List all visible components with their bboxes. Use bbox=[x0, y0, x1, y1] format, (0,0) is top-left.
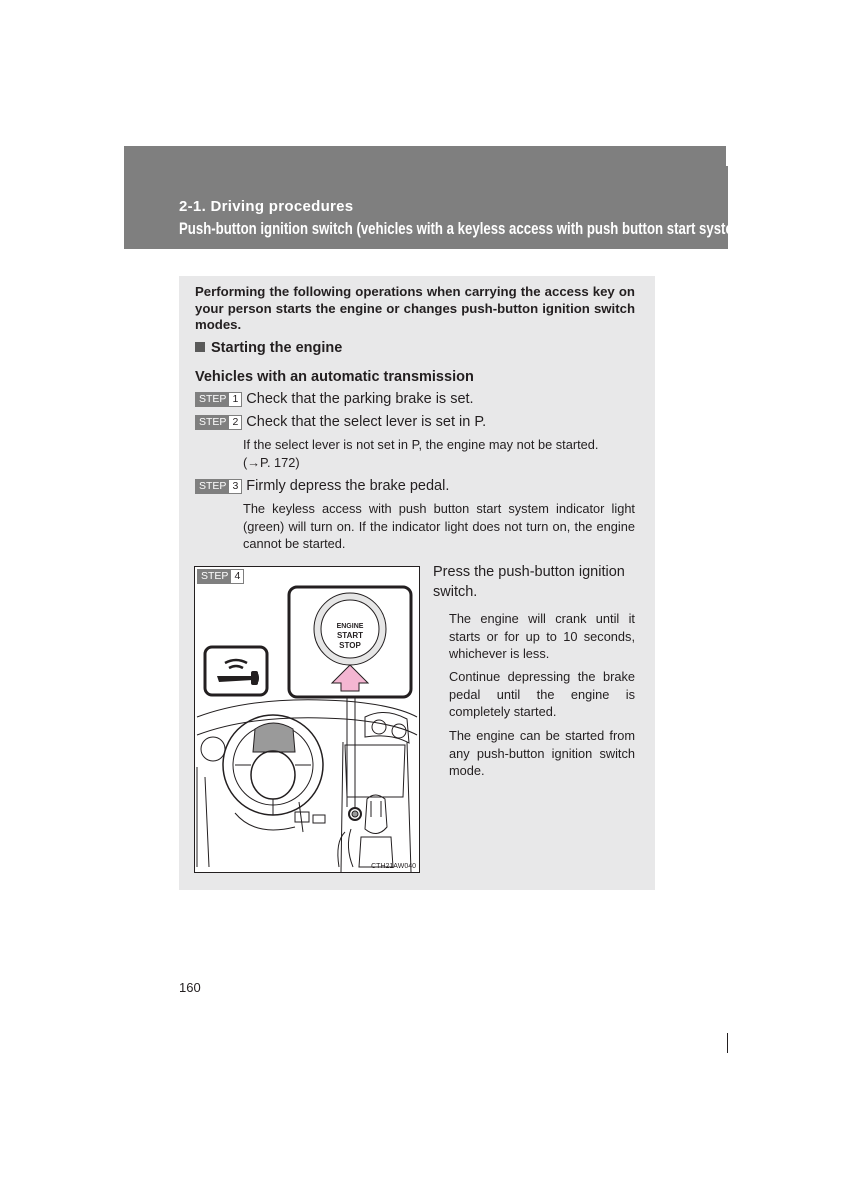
step-4-note-1: The engine will crank until it starts or for up to 10 seconds, whichever is less. bbox=[449, 611, 635, 661]
section-label: 2-1. Driving procedures bbox=[179, 198, 354, 215]
chapter-header bbox=[124, 146, 749, 249]
key-callout bbox=[205, 647, 267, 695]
header-tick bbox=[726, 146, 728, 166]
button-label-stop: STOP bbox=[339, 641, 361, 650]
dashboard-drawing bbox=[195, 567, 419, 872]
page-reference: (→P. 172) bbox=[243, 454, 300, 470]
subheading: Vehicles with an automatic transmission bbox=[195, 369, 474, 385]
margin-mark bbox=[727, 1033, 728, 1053]
page-number: 160 bbox=[179, 980, 201, 995]
step-2-note bbox=[243, 436, 635, 471]
page-title: Push-button ignition switch (vehicles with a keyless access with push button start system) bbox=[179, 220, 749, 238]
step-2 bbox=[195, 414, 486, 430]
heading-text: Starting the engine bbox=[211, 340, 343, 356]
button-label-engine: ENGINE bbox=[336, 623, 364, 630]
ignition-illustration bbox=[194, 566, 420, 873]
step-badge: STEP 4 bbox=[197, 569, 244, 584]
step-4-note-2: Continue depressing the brake pedal until the engine is completely started. bbox=[449, 669, 635, 719]
step-text: Check that the select lever is set in P. bbox=[246, 414, 487, 430]
step-badge: STEP 1 bbox=[195, 392, 242, 407]
step-text: Check that the parking brake is set. bbox=[246, 391, 474, 407]
figure-code: CTH21AW040 bbox=[371, 863, 416, 870]
step-text: Firmly depress the brake pedal. bbox=[246, 478, 450, 494]
section-heading bbox=[195, 340, 342, 356]
step-4-note-3: The engine can be started from any push-button ignition switch mode. bbox=[449, 728, 635, 778]
step-3-note: The keyless access with push button start system indicator light (green) will turn on. If the indicator light does not turn on, the engine cannot be started. bbox=[243, 501, 635, 551]
step-badge: STEP 3 bbox=[195, 479, 242, 494]
step-4-text: Press the push-button ignition switch. bbox=[433, 564, 625, 600]
note-text: If the select lever is not set in P, the engine may not be started. bbox=[243, 437, 599, 452]
intro-text: Performing the following operations when carrying the access key on your person starts the engine or changes push-button ignition switch modes. bbox=[195, 284, 635, 332]
step-1 bbox=[195, 391, 474, 407]
square-bullet-icon bbox=[195, 342, 205, 352]
step-badge: STEP 2 bbox=[195, 415, 242, 430]
step-3 bbox=[195, 478, 449, 494]
button-label-start: START bbox=[336, 631, 364, 640]
